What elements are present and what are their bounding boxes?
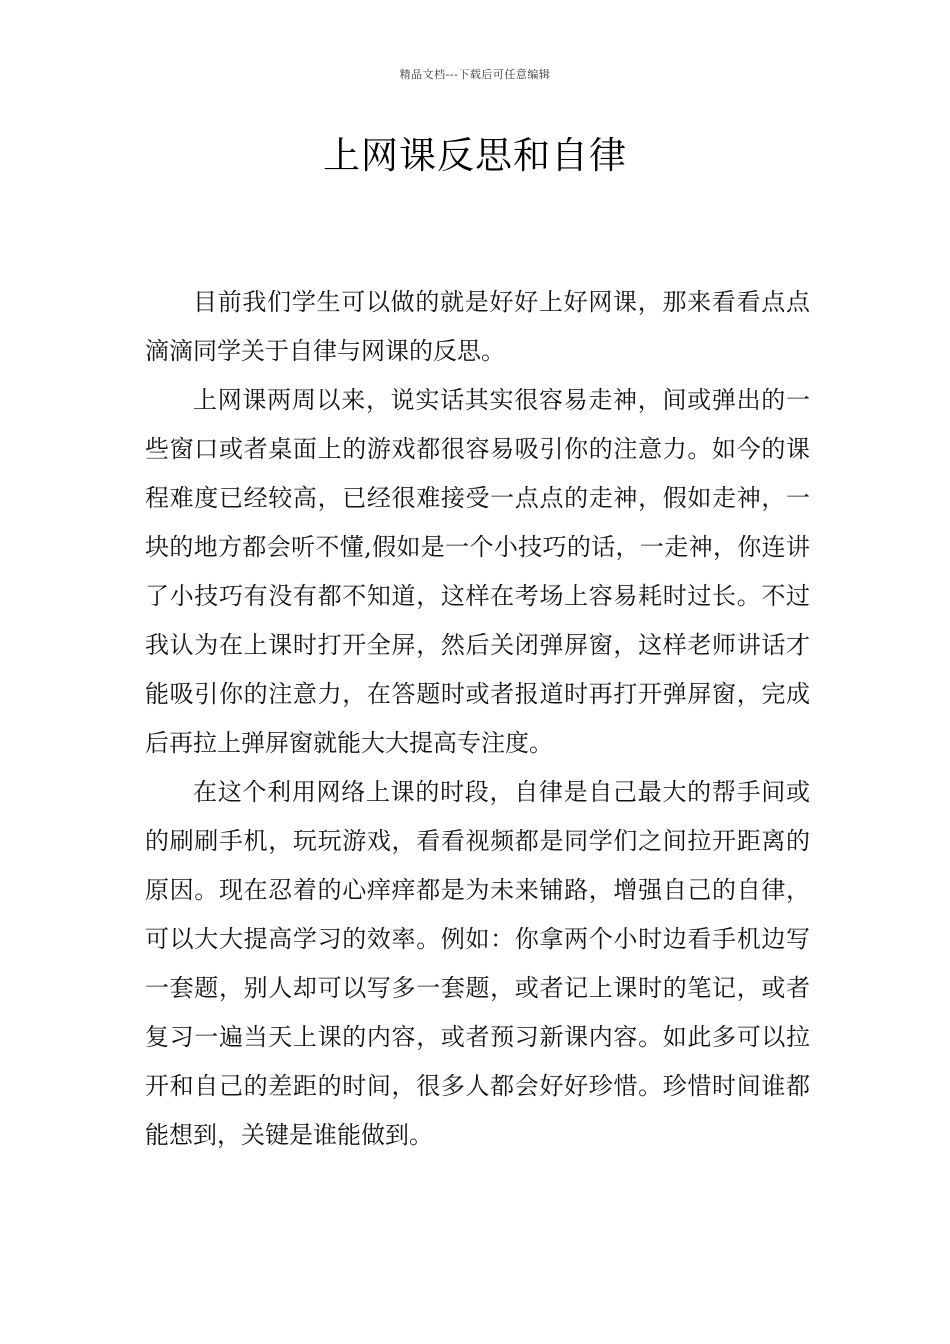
header-note: 精品文档---下载后可任意编辑 [399,68,551,81]
paragraph-focus: 上网课两周以来，说实话其实很容易走神，间或弹出的一些窗口或者桌面上的游戏都很容易吸引你的注意力。如今的课程难度已经较高，已经很难接受一点点的走神，假如走神，一块的地方都会听不懂,假如是一个小技巧的话，一走神，你连讲了小技巧有没有都不知道，这样在考场上容易耗时过长。不过我认为在上课时打开全屏，然后关闭弹屏窗，这样老师讲话才能吸引你的注意力，在答题时或者报道时再打开弹屏窗，完成后再拉上弹屏窗就能大大提高专注度。 [145,386,810,757]
paragraph-self-discipline: 在这个利用网络上课的时段，自律是自己最大的帮手间或的刷刷手机，玩玩游戏，看看视频都是同学们之间拉开距离的原因。现在忍着的心痒痒都是为未来铺路，增强自己的自律，可以大大提高学习的效率。例如：你拿两个小时边看手机边写一套题，别人却可以写多一套题，或者记上课时的笔记，或者复习一遍当天上课的内容，或者预习新课内容。如此多可以拉开和自己的差距的时间，很多人都会好好珍惜。珍惜时间谁都能想到，关键是谁能做到。 [145,778,810,1149]
paragraph-intro: 目前我们学生可以做的就是好好上好网课，那来看看点点滴滴同学关于自律与网课的反思。 [145,288,810,365]
document-body [145,278,810,1160]
document-title: 上网课反思和自律 [323,134,627,177]
